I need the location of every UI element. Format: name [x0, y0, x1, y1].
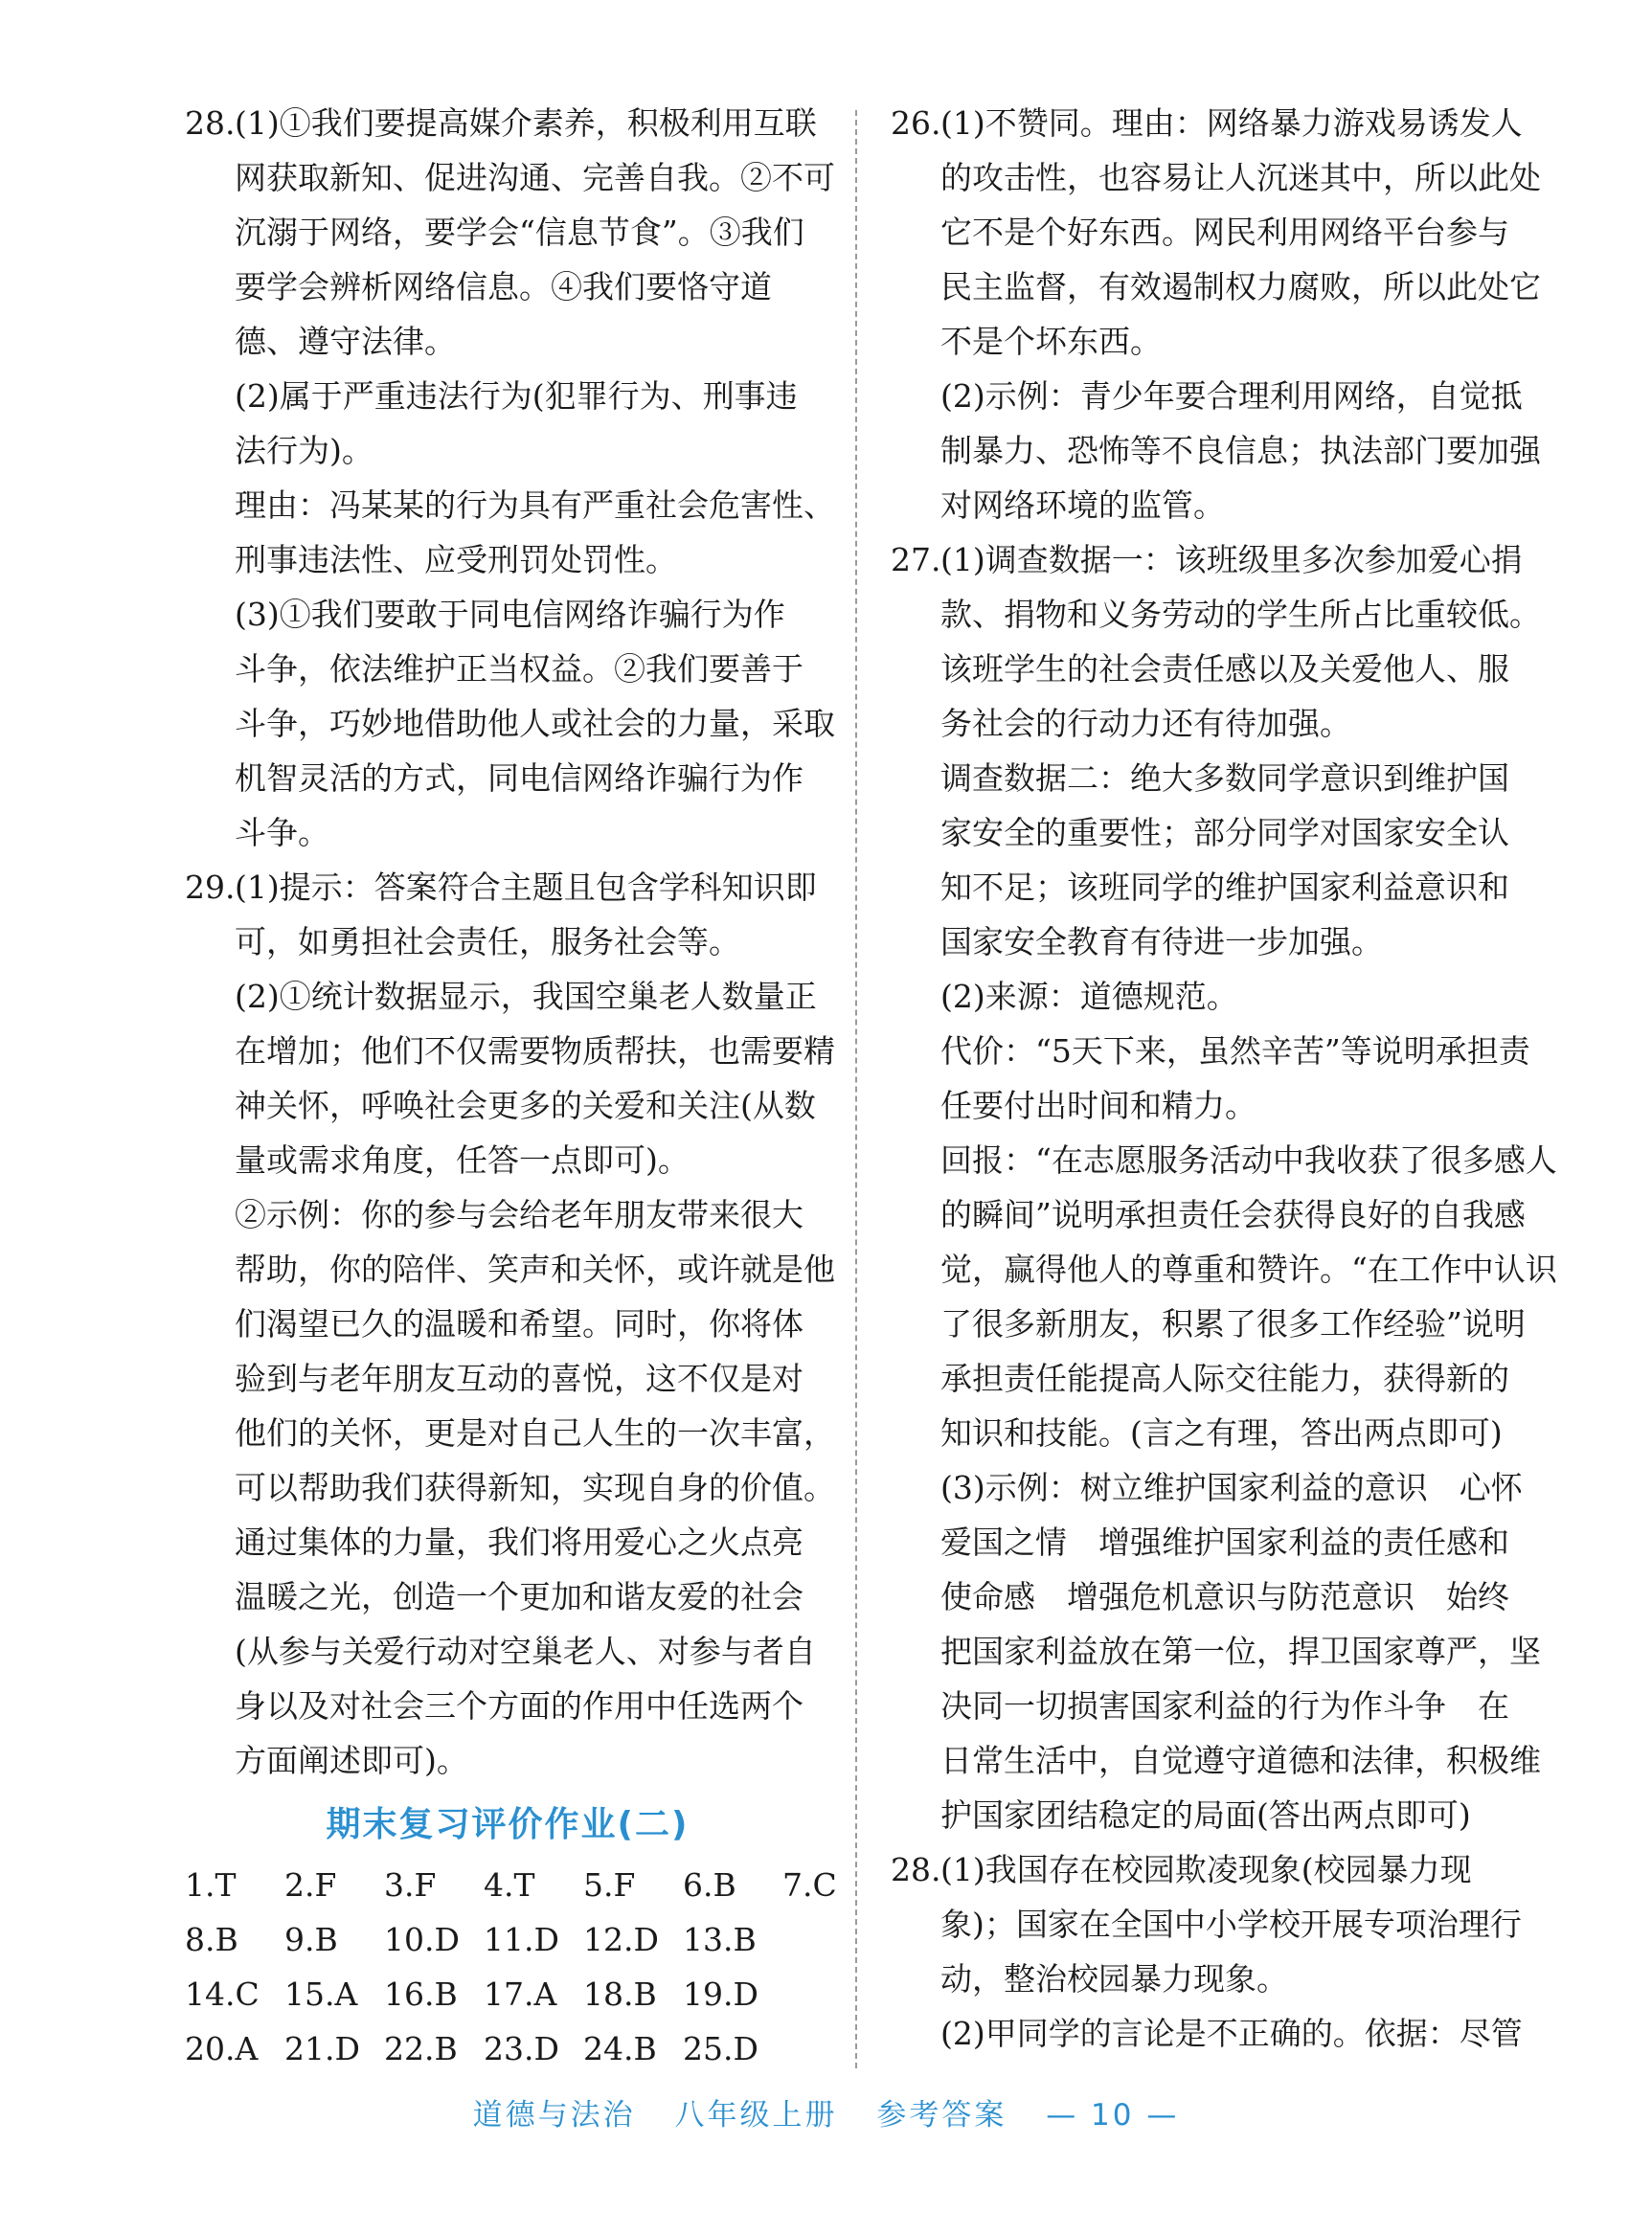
answer-text: 德、遵守法律。	[235, 323, 456, 360]
answer-line	[940, 1078, 1518, 1133]
answer-line	[940, 1788, 1518, 1842]
answer-line	[940, 150, 1541, 205]
mc-row	[185, 1912, 882, 1967]
answer-text: 理由：冯某某的行为具有严重社会危害性、	[235, 486, 835, 524]
answer-q28-right	[891, 1842, 1523, 2061]
answer-text: 款、捐物和义务劳动的学生所占比重较低。	[940, 596, 1541, 633]
answer-text: 调查数据二：绝大多数同学意识到维护国	[940, 759, 1509, 797]
answer-line	[235, 369, 826, 423]
answer-line	[940, 2006, 1523, 2061]
answer-line	[235, 914, 826, 969]
mc-answer: 2.F	[284, 1866, 337, 1904]
answer-text: 可以帮助我们获得新知，实现自身的价值。	[235, 1469, 835, 1506]
mc-answer: 4.T	[484, 1866, 535, 1904]
answer-text: 的瞬间”说明承担责任会获得良好的自我感	[940, 1196, 1526, 1233]
mc-answer: 16.B	[384, 1975, 458, 2013]
answer-q27	[891, 532, 1557, 1842]
answer-text: 要学会辨析网络信息。④我们要恪守道	[235, 268, 772, 305]
column-divider	[855, 110, 857, 2068]
answer-line	[235, 751, 826, 805]
footer-subject: 道德与法治	[472, 2098, 636, 2133]
mc-answer: 21.D	[284, 2030, 360, 2067]
answer-text: (2)示例：青少年要合理利用网络，自觉抵	[940, 377, 1523, 415]
answer-line	[235, 532, 826, 587]
answer-line	[940, 1297, 1526, 1351]
answer-text: 刑事违法性、应受刑罚处罚性。	[235, 541, 677, 578]
answer-line	[235, 642, 826, 696]
answer-line	[940, 314, 1518, 369]
answer-q28-left	[185, 96, 835, 860]
answer-text: 温暖之光，创造一个更加和谐友爱的社会	[235, 1578, 803, 1615]
answer-text: 的攻击性，也容易让人沉迷其中，所以此处	[940, 159, 1541, 196]
answer-line	[940, 1733, 1541, 1788]
question-number: 29.	[185, 869, 236, 906]
answer-line	[235, 696, 835, 751]
answer-text: 制暴力、恐怖等不良信息；执法部门要加强	[940, 432, 1541, 469]
answer-line	[940, 423, 1541, 478]
answer-text: 象)；国家在全国中小学校开展专项治理行	[940, 1906, 1522, 1943]
mc-answer: 9.B	[284, 1921, 338, 1958]
left-column	[185, 96, 835, 1788]
answer-line	[940, 1242, 1557, 1297]
mc-answer: 24.B	[583, 2030, 657, 2067]
answer-line	[940, 1569, 1518, 1624]
answer-text: (3)①我们要敢于同电信网络诈骗行为作	[235, 596, 785, 633]
answer-line	[940, 642, 1518, 696]
answer-text: (从参与关爱行动对空巢老人、对参与者自	[235, 1633, 816, 1670]
answer-line	[940, 805, 1518, 860]
answer-text: (1)不赞同。理由：网络暴力游戏易诱发人	[940, 104, 1523, 142]
answer-line	[891, 532, 1523, 587]
answer-line	[940, 969, 1518, 1024]
answer-text: 网获取新知、促进沟通、完善自我。②不可	[235, 159, 835, 196]
footer-page-number: — 10 —	[1046, 2098, 1180, 2133]
answer-text: 家安全的重要性；部分同学对国家安全认	[940, 814, 1509, 851]
answer-line	[940, 1897, 1522, 1952]
answer-line	[235, 478, 835, 532]
answer-text: 了很多新朋友，积累了很多工作经验”说明	[940, 1305, 1526, 1343]
answer-text: 不是个坏东西。	[940, 323, 1162, 360]
answer-text: 方面阐述即可)。	[235, 1742, 468, 1779]
answer-q29	[185, 860, 835, 1788]
answer-text: ②示例：你的参与会给老年朋友带来很大	[235, 1196, 803, 1233]
answer-text: 国家安全教育有待进一步加强。	[940, 923, 1383, 960]
answer-line	[940, 1406, 1518, 1460]
mc-answer: 18.B	[583, 1975, 657, 2013]
footer-grade: 八年级上册	[674, 2098, 838, 2133]
answer-text: 沉溺于网络，要学会“信息节食”。③我们	[235, 214, 804, 251]
answer-text: 承担责任能提高人际交往能力，获得新的	[940, 1360, 1509, 1397]
mc-answer: 13.B	[683, 1921, 757, 1958]
answer-line	[940, 1187, 1526, 1242]
mc-answer: 10.D	[384, 1921, 460, 1958]
answer-text: 动，整治校园暴力现象。	[940, 1960, 1288, 1998]
answer-line	[185, 96, 826, 150]
answer-line	[235, 1679, 826, 1733]
mc-answer: 8.B	[185, 1921, 238, 1958]
mc-row	[185, 2021, 882, 2076]
answer-line	[940, 1515, 1518, 1569]
answer-line	[235, 587, 826, 642]
answer-text: 量或需求角度，任答一点即可)。	[235, 1141, 690, 1179]
answer-line	[891, 1842, 1518, 1897]
mc-answer: 22.B	[384, 2030, 458, 2067]
answer-text: (1)①我们要提高媒介素养，积极利用互联	[235, 104, 817, 142]
answer-line	[235, 805, 826, 860]
answer-text: 验到与老年朋友互动的喜悦，这不仅是对	[235, 1360, 803, 1397]
answer-text: 他们的关怀，更是对自己人生的一次丰富，	[235, 1414, 835, 1452]
answer-line	[235, 1351, 826, 1406]
answer-line	[940, 751, 1518, 805]
answer-line	[940, 1624, 1541, 1679]
page-footer	[0, 2090, 1652, 2133]
mc-answer: 25.D	[683, 2030, 758, 2067]
answer-line	[235, 1187, 826, 1242]
answer-line	[235, 260, 826, 314]
answer-line	[940, 478, 1518, 532]
answer-text: 民主监督，有效遏制权力腐败，所以此处它	[940, 268, 1541, 305]
mc-answer: 6.B	[683, 1866, 736, 1904]
answer-text: 爱国之情 增强维护国家利益的责任感和	[940, 1524, 1509, 1561]
question-number: 26.	[891, 104, 941, 142]
answer-line	[940, 696, 1518, 751]
answer-line	[235, 1133, 826, 1187]
answer-line	[940, 1351, 1518, 1406]
answer-line	[235, 150, 835, 205]
answer-text: 它不是个好东西。网民利用网络平台参与	[940, 214, 1509, 251]
mc-answer: 12.D	[583, 1921, 659, 1958]
answer-line	[235, 1242, 835, 1297]
answer-text: (1)提示：答案符合主题且包含学科知识即	[235, 869, 817, 906]
question-number: 27.	[891, 541, 941, 578]
answer-text: (2)甲同学的言论是不正确的。依据：尽管	[940, 2015, 1523, 2052]
answer-text: 回报：“在志愿服务活动中我收获了很多感人	[940, 1141, 1557, 1179]
answer-text: (3)示例：树立维护国家利益的意识 心怀	[940, 1469, 1523, 1506]
answer-line	[940, 1133, 1557, 1187]
answer-text: 把国家利益放在第一位，捍卫国家尊严，坚	[940, 1633, 1541, 1670]
answer-line	[940, 914, 1518, 969]
answer-text: 神关怀，呼唤社会更多的关爱和关注(从数	[235, 1087, 816, 1124]
answer-text: 决同一切损害国家利益的行为作斗争 在	[940, 1687, 1509, 1725]
answer-text: 可，如勇担社会责任，服务社会等。	[235, 923, 740, 960]
answer-text: 觉，赢得他人的尊重和赞许。“在工作中认识	[940, 1251, 1557, 1288]
mc-answer: 20.A	[185, 2030, 259, 2067]
answer-text: 知识和技能。(言之有理，答出两点即可)	[940, 1414, 1503, 1452]
answer-line	[940, 260, 1541, 314]
answer-text: 该班学生的社会责任感以及关爱他人、服	[940, 650, 1509, 688]
right-column	[891, 96, 1557, 2061]
mc-row	[185, 1967, 882, 2021]
answer-text: 身以及对社会三个方面的作用中任选两个	[235, 1687, 803, 1725]
answer-line	[940, 1024, 1530, 1078]
answer-line	[235, 969, 826, 1024]
answer-line	[235, 1569, 826, 1624]
answer-text: 日常生活中，自觉遵守道德和法律，积极维	[940, 1742, 1541, 1779]
answer-text: 机智灵活的方式，同电信网络诈骗行为作	[235, 759, 803, 797]
answer-text: 使命感 增强危机意识与防范意识 始终	[940, 1578, 1509, 1615]
answer-text: 务社会的行动力还有待加强。	[940, 705, 1351, 742]
question-number: 28.	[891, 1851, 941, 1888]
answer-text: 护国家团结稳定的局面(答出两点即可)	[940, 1796, 1471, 1834]
answer-line	[940, 369, 1523, 423]
answer-text: (1)调查数据一：该班级里多次参加爱心捐	[940, 541, 1523, 578]
answer-line	[235, 314, 826, 369]
answer-text: 们渴望已久的温暖和希望。同时，你将体	[235, 1305, 803, 1343]
footer-label: 参考答案	[876, 2098, 1007, 2133]
answer-line	[235, 423, 826, 478]
answer-line	[940, 1679, 1518, 1733]
answer-text: 斗争。	[235, 814, 329, 851]
answer-q26	[891, 96, 1541, 532]
mc-answer: 1.T	[185, 1866, 237, 1904]
answer-line	[235, 1297, 826, 1351]
multiple-choice-answers	[185, 1858, 882, 2076]
answer-line	[940, 587, 1541, 642]
mc-row	[185, 1858, 882, 1912]
answer-text: 代价：“5天下来，虽然辛苦”等说明承担责	[940, 1032, 1530, 1070]
answer-text: (2)属于严重违法行为(犯罪行为、刑事违	[235, 377, 798, 415]
answer-text: 通过集体的力量，我们将用爱心之火点亮	[235, 1524, 803, 1561]
answer-line	[235, 1515, 826, 1569]
answer-text: 法行为)。	[235, 432, 373, 469]
answer-line	[235, 1406, 835, 1460]
mc-answer: 17.A	[484, 1975, 557, 2013]
answer-line	[235, 1078, 826, 1133]
mc-answer: 23.D	[484, 2030, 559, 2067]
mc-answer: 7.C	[782, 1866, 837, 1904]
answer-text: 斗争，巧妙地借助他人或社会的力量，采取	[235, 705, 835, 742]
answer-line	[940, 860, 1518, 914]
question-number: 28.	[185, 104, 236, 142]
answer-line	[940, 1952, 1518, 2006]
answer-line	[940, 1460, 1523, 1515]
answer-text: (2)来源：道德规范。	[940, 978, 1238, 1015]
answer-line	[235, 1624, 826, 1679]
answer-text: 帮助，你的陪伴、笑声和关怀，或许就是他	[235, 1251, 835, 1288]
answer-line	[891, 96, 1523, 150]
answer-text: 对网络环境的监管。	[940, 486, 1225, 524]
mc-answer: 5.F	[583, 1866, 636, 1904]
mc-answer: 11.D	[484, 1921, 559, 1958]
answer-text: 在增加；他们不仅需要物质帮扶，也需要精	[235, 1032, 835, 1070]
answer-text: (2)①统计数据显示，我国空巢老人数量正	[235, 978, 817, 1015]
mc-answer: 19.D	[683, 1975, 758, 2013]
mc-answer: 3.F	[384, 1866, 437, 1904]
answer-line	[235, 1460, 835, 1515]
answer-line	[940, 205, 1518, 260]
answer-line	[235, 205, 826, 260]
answer-text: 任要付出时间和精力。	[940, 1087, 1256, 1124]
answer-text: 斗争，依法维护正当权益。②我们要善于	[235, 650, 803, 688]
section-title: 期末复习评价作业(二)	[326, 1805, 690, 1844]
answer-text: 知不足；该班同学的维护国家利益意识和	[940, 869, 1509, 906]
mc-answer: 15.A	[284, 1975, 358, 2013]
mc-answer: 14.C	[185, 1975, 260, 2013]
answer-text: (1)我国存在校园欺凌现象(校园暴力现	[940, 1851, 1472, 1888]
answer-line	[235, 1733, 826, 1788]
answer-line	[235, 1024, 835, 1078]
answer-line	[185, 860, 826, 914]
